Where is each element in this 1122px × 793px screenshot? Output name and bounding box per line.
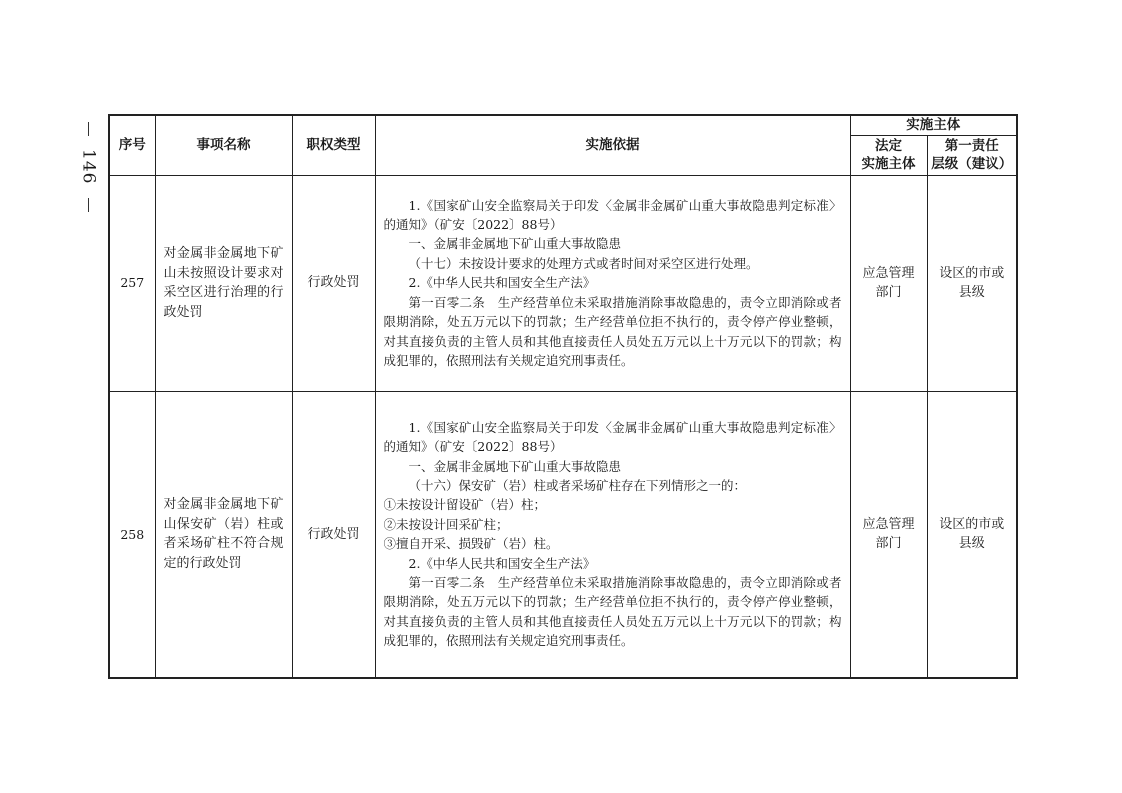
basis-paragraph: 第一百零二条 生产经营单位未采取措施消除事故隐患的，责令立即消除或者限期消除，处五万元以下的罚款；生产经营单位拒不执行的，责令停产停业整顿，对其直接负责的主管人员和其他直接责任人员处五万元以上十万元以下的罚款；构成犯罪的，依照刑法有关规定追究刑事责任。 (383, 575, 842, 649)
row-seq: 258 (109, 391, 155, 678)
basis-paragraph: （十六）保安矿（岩）柱或者采场矿柱存在下列情形之一的： (408, 478, 747, 494)
row-level (927, 391, 1017, 678)
row-seq: 257 (109, 175, 155, 391)
row-legal-subject-text: 应急管理部门 (862, 516, 915, 552)
header-basis: 实施依据 (375, 115, 850, 175)
row-item-name-text: 对金属非金属地下矿山未按照设计要求对采空区进行治理的行政处罚 (163, 246, 284, 320)
row-basis (375, 391, 850, 678)
header-name: 事项名称 (155, 115, 292, 175)
row-level-text: 设区的市或县级 (939, 516, 1005, 552)
row-level-text: 设区的市或县级 (939, 265, 1005, 300)
row-item-name (155, 175, 292, 391)
header-subject: 实施主体 (850, 115, 1017, 135)
header-legal-subject-line1: 法定 (875, 138, 902, 154)
basis-paragraph: 2.《中华人民共和国安全生产法》 (408, 275, 596, 291)
page-number-dash-top (88, 122, 89, 136)
header-type: 职权类型 (292, 115, 375, 175)
header-legal-subject (850, 135, 927, 175)
basis-paragraph: （十七）未按设计要求的处理方式或者时间对采空区进行处理。 (408, 255, 759, 271)
header-legal-subject-line2: 实施主体 (861, 156, 916, 172)
page-number (74, 122, 102, 212)
row-power-type: 行政处罚 (292, 175, 375, 391)
header-level-line2: 层级（建议） (931, 156, 1013, 172)
row-legal-subject (850, 175, 927, 391)
basis-paragraph: ②未按设计回采矿柱； (383, 516, 509, 532)
enforcement-table (108, 114, 1018, 679)
basis-paragraph: 1.《国家矿山安全监察局关于印发〈金属非金属矿山重大事故隐患判定标准〉的通知》（矿安〔2022〕88号） (383, 197, 842, 233)
row-item-name-text: 对金属非金属地下矿山保安矿（岩）柱或者采场矿柱不符合规定的行政处罚 (163, 497, 284, 571)
table-row (109, 391, 1017, 678)
header-level-line1: 第一责任 (944, 138, 999, 154)
row-legal-subject (850, 391, 927, 678)
row-level (927, 175, 1017, 391)
header-seq: 序号 (109, 115, 155, 175)
row-item-name (155, 391, 292, 678)
basis-paragraph: 一、金属非金属地下矿山重大事故隐患 (408, 236, 622, 252)
page-number-value: 146 (78, 149, 99, 185)
basis-paragraph: 一、金属非金属地下矿山重大事故隐患 (408, 458, 622, 474)
basis-paragraph: 第一百零二条 生产经营单位未采取措施消除事故隐患的，责令立即消除或者限期消除，处五万元以下的罚款；生产经营单位拒不执行的，责令停产停业整顿，对其直接负责的主管人员和其他直接责任人员处五万元以上十万元以下的罚款；构成犯罪的，依照刑法有关规定追究刑事责任。 (383, 294, 842, 368)
basis-paragraph: ③擅自开采、损毁矿（岩）柱。 (383, 536, 559, 552)
basis-paragraph: 1.《国家矿山安全监察局关于印发〈金属非金属矿山重大事故隐患判定标准〉的通知》（矿安〔2022〕88号） (383, 419, 842, 455)
table-row (109, 175, 1017, 391)
basis-paragraph: ①未按设计留设矿（岩）柱； (383, 497, 547, 513)
header-level (927, 135, 1017, 175)
row-power-type: 行政处罚 (292, 391, 375, 678)
row-basis (375, 175, 850, 391)
row-legal-subject-text: 应急管理部门 (862, 265, 915, 300)
basis-paragraph: 2.《中华人民共和国安全生产法》 (408, 555, 596, 571)
page-number-dash-bottom (88, 198, 89, 212)
